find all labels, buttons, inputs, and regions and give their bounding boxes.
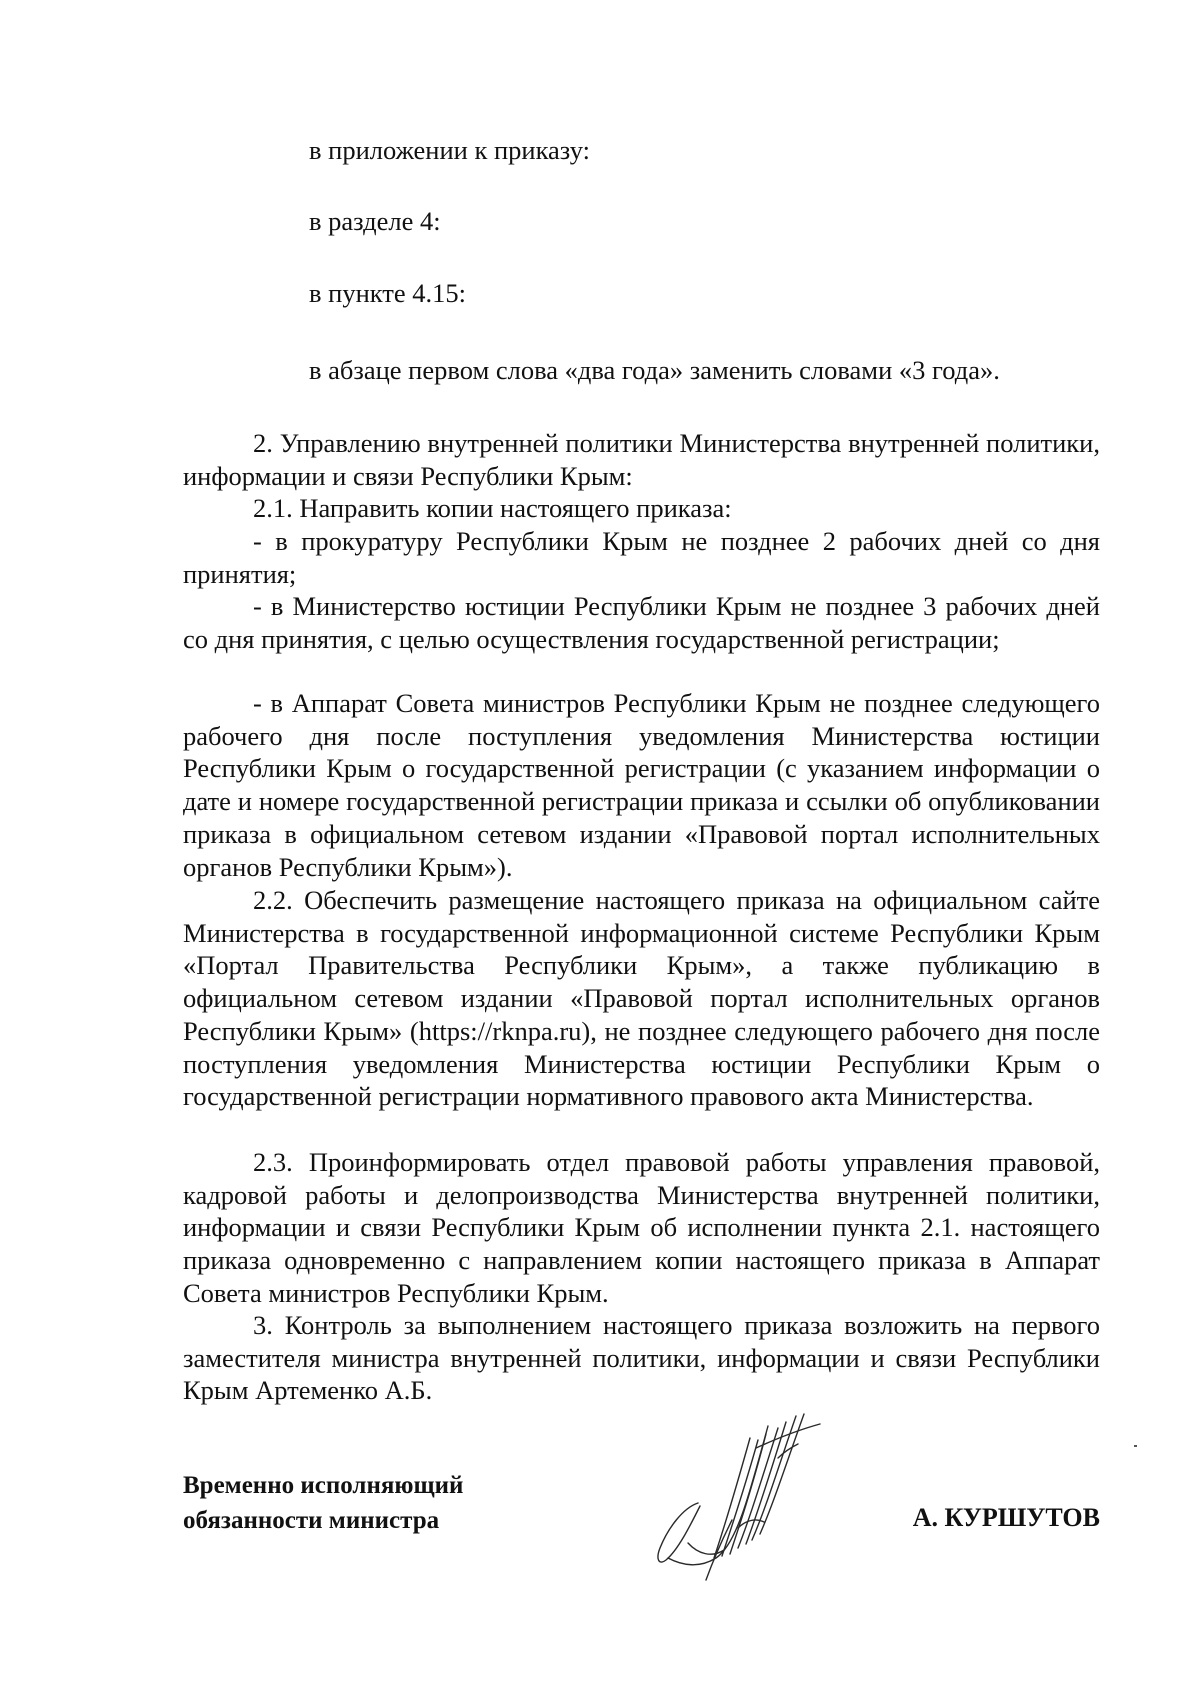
paragraph-2-1: 2.1. Направить копии настоящего приказа: xyxy=(253,493,732,523)
paragraph-2-1-prosecutor: - в прокуратуру Республики Крым не позднее 2 рабочих дней со дня принятия; xyxy=(183,526,1100,589)
paragraph-2: 2. Управлению внутренней политики Министерства внутренней политики, информации и связи Республики Крым: xyxy=(183,428,1100,491)
signatory-title-line-1: Временно исполняющий xyxy=(183,1472,464,1499)
paragraph-2-1-justice: - в Министерство юстиции Республики Крым не позднее 3 рабочих дней со дня принятия, с целью осуществления государственной регистрации; xyxy=(183,591,1100,654)
paragraph-3: 3. Контроль за выполнением настоящего приказа возложить на первого заместителя министра внутренней политики, информации и связи Республики Крым Артеменко А.Б. xyxy=(183,1310,1100,1406)
paragraph-2-3: 2.3. Проинформировать отдел правовой работы управления правовой, кадровой работы и делопроизводства Министерства внутренней политики, информации и связи Республики Крым об исполнении пункта 2.1. настоящего приказа одновременно с направлением копии настоящего приказа в Аппарат Совета министров Республики Крым. xyxy=(183,1147,1100,1308)
paragraph-2-2: 2.2. Обеспечить размещение настоящего приказа на официальном сайте Министерства в государственной информационной системе Республики Крым «Портал Правительства Республики Крым», а также публикацию в официальном сетевом издании «Правовой портал исполнительных органов Республики Крым» (https://rknpa.ru), не позднее следующего рабочего дня после поступления уведомления Министерства юстиции Республики Крым о государственной регистрации нормативного правового акта Министерства. xyxy=(183,885,1100,1112)
handwritten-signature xyxy=(628,1408,858,1588)
amendment-line-appendix: в приложении к приказу: xyxy=(309,135,590,165)
amendment-line-paragraph: в абзаце первом слова «два года» заменить словами «3 года». xyxy=(309,355,1000,385)
amendment-line-section: в разделе 4: xyxy=(309,206,441,236)
signatory-name: А. КУРШУТОВ xyxy=(912,1503,1100,1532)
scan-speck xyxy=(1134,1445,1137,1447)
signatory-title-line-2: обязанности министра xyxy=(183,1507,440,1534)
amendment-line-clause: в пункте 4.15: xyxy=(309,278,466,308)
paragraph-2-1-council: - в Аппарат Совета министров Республики Крым не позднее следующего рабочего дня после поступления уведомления Министерства юстиции Республики Крым о государственной регистрации (с указанием информации о дате и номере государственной регистрации приказа и ссылки об опубликовании приказа в официальном сетевом издании «Правовой портал исполнительных органов Республики Крым»). xyxy=(183,688,1100,882)
